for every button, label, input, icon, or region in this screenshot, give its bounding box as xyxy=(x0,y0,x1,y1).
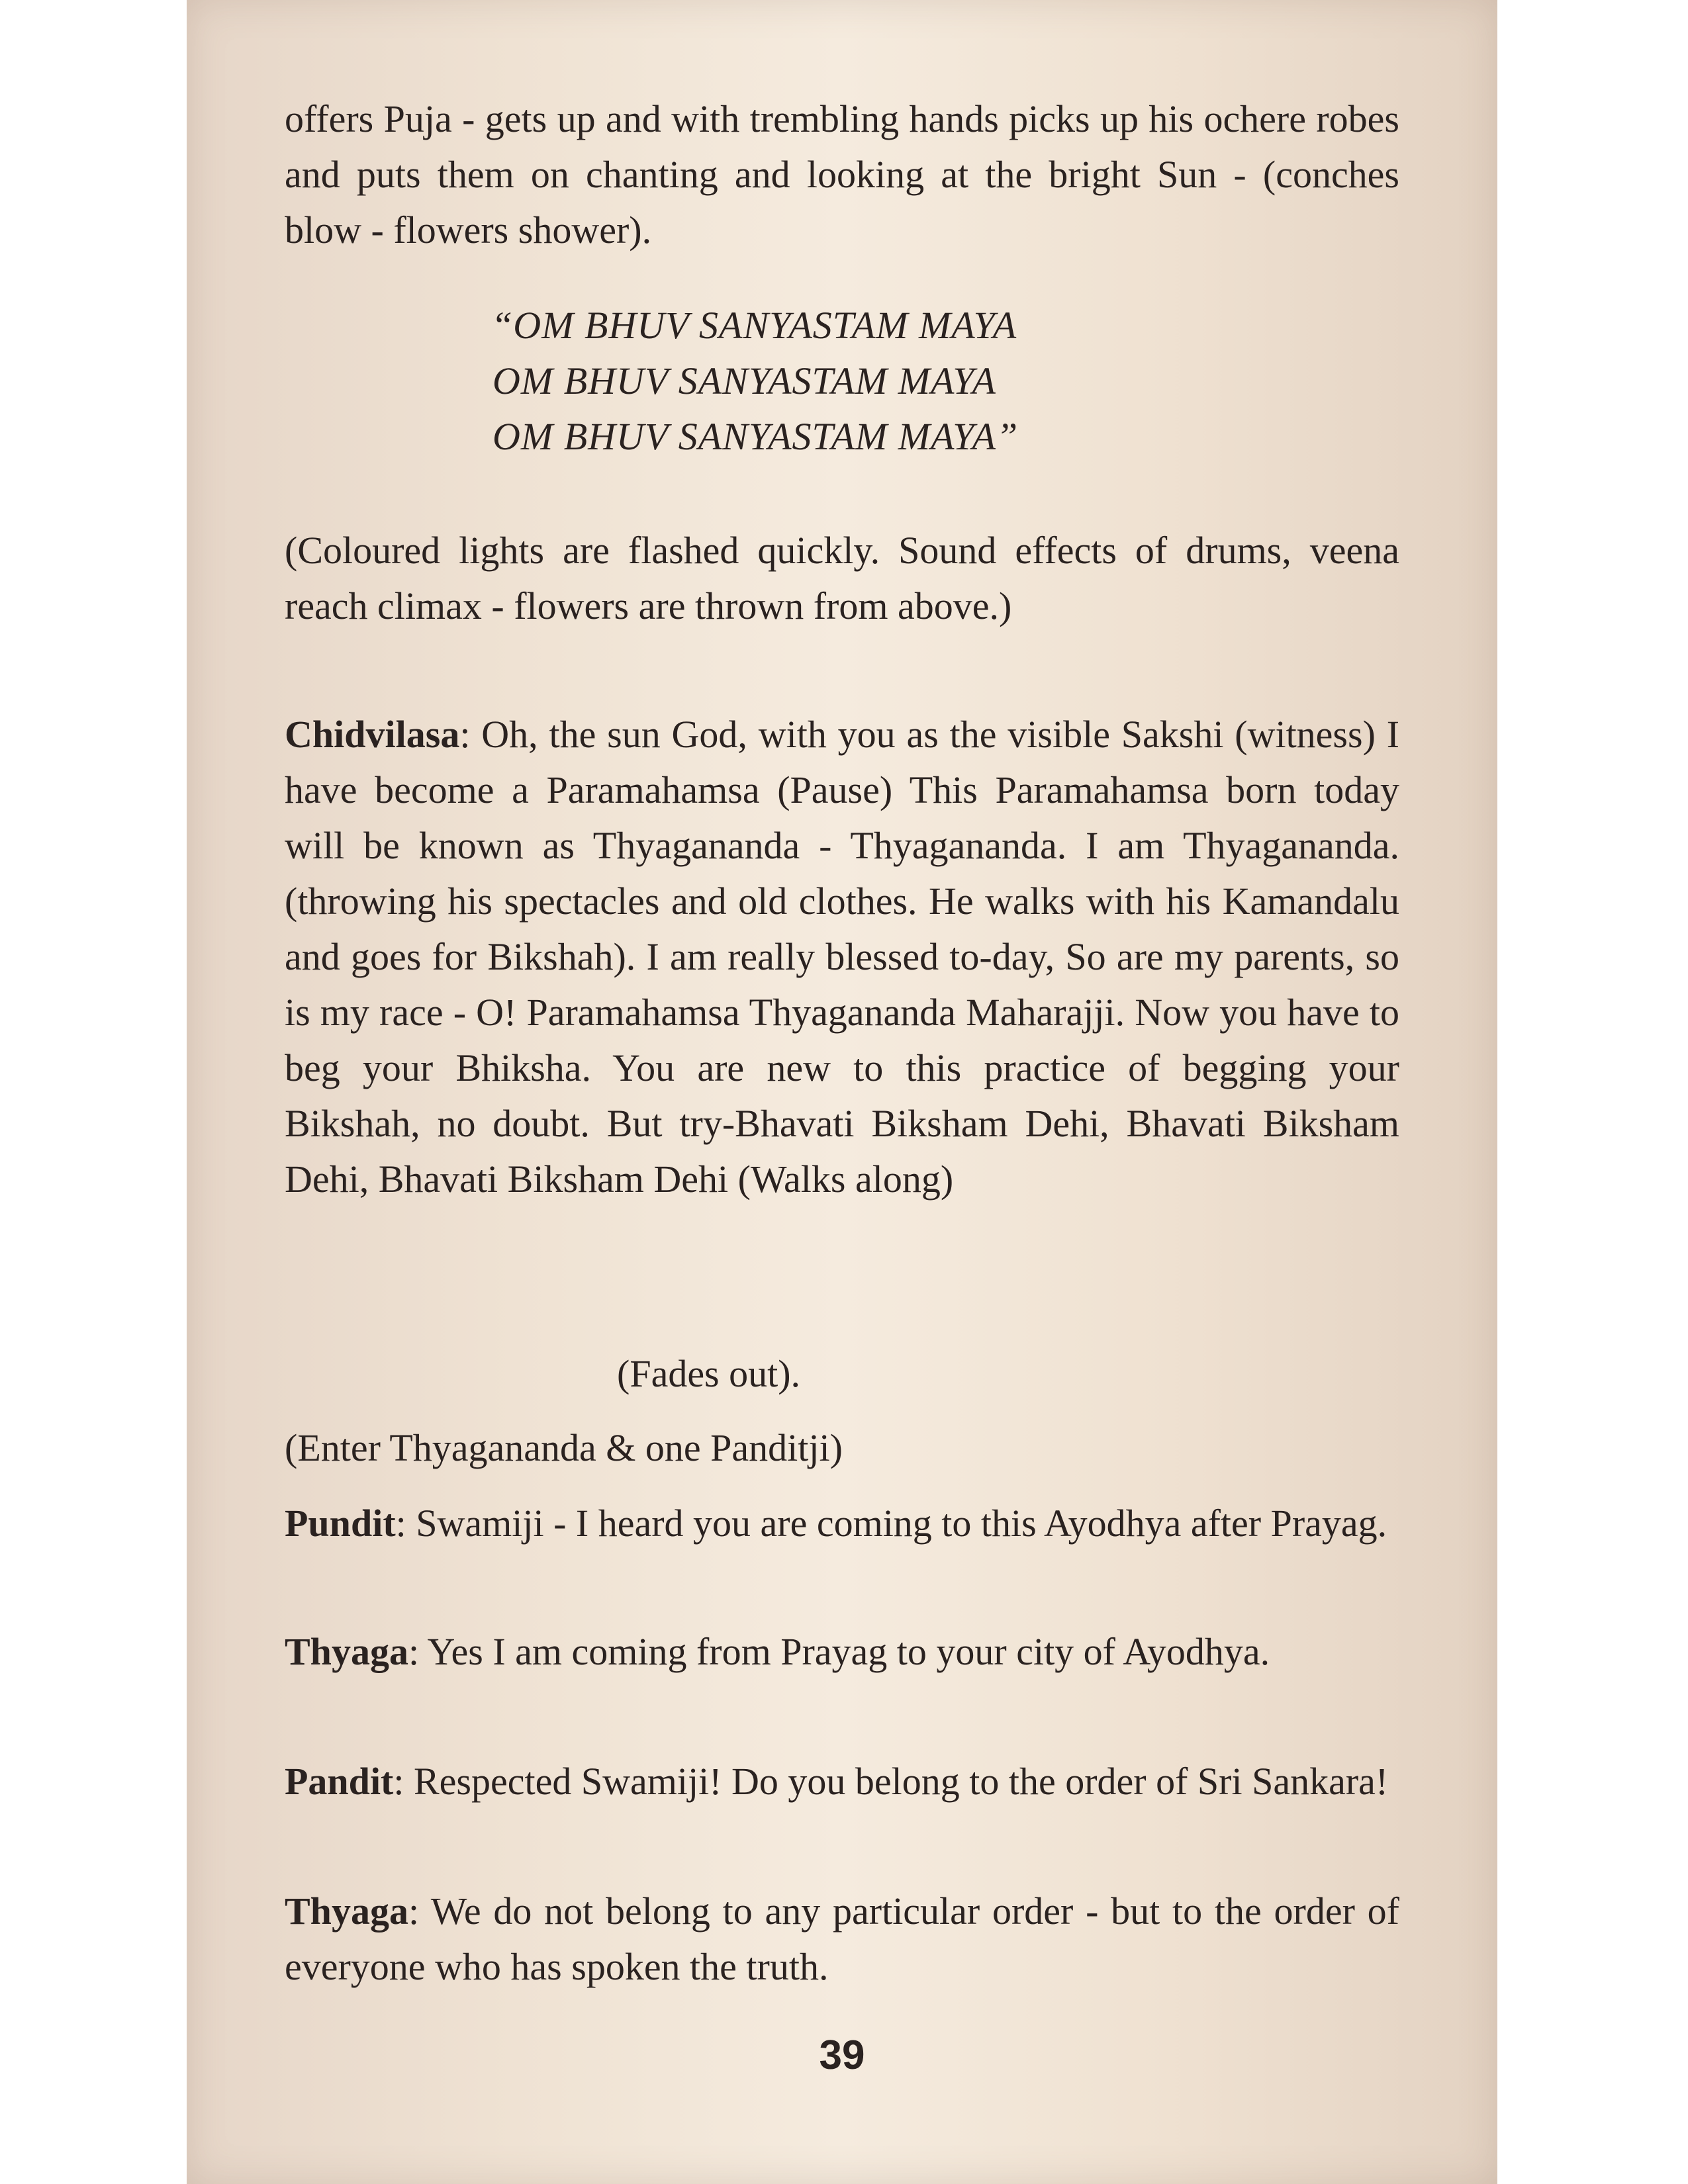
speaker-label: Thyaga xyxy=(285,1889,408,1933)
speaker-label: Pandit xyxy=(285,1760,394,1803)
stage-direction-enter: (Enter Thyagananda & one Panditji) xyxy=(285,1426,843,1469)
dialogue-text: Swamiji - I heard you are coming to this Ayodhya after Prayag. xyxy=(416,1502,1387,1545)
dialogue-thyaga-2: Thyaga: We do not belong to any particular order - but to the order of everyone who has spoken the truth. xyxy=(285,1889,1399,1988)
dialogue-text: Respected Swamiji! Do you belong to the order of Sri Sankara! xyxy=(414,1760,1389,1803)
speaker-label: Pundit xyxy=(285,1502,396,1545)
dialogue-chidvilasa: Chidvilasa: Oh, the sun God, with you as the visible Sakshi (witness) I have become a Paramahamsa (Pause) This Paramahamsa born today will be known as Thyagananda - Thyagananda. I am Thyagananda. (throwing his spectacles and old clothes. He walks with his Kamandalu and goes for Bikshah). I am really blessed to-day, So are my parents, so is my race - O! Paramahamsa Thyagananda Maharajji. Now you have to beg your Bhiksha. You are new to this practice of begging your Bikshah, no doubt. But try-Bhavati Biksham Dehi, Bhavati Biksham Dehi, Bhavati Biksham Dehi (Walks along) xyxy=(285,713,1400,1201)
dialogue-text: We do not belong to any particular order - but to the order of everyone who has spoken the truth. xyxy=(285,1889,1399,1988)
dialogue-pandit: Pandit: Respected Swamiji! Do you belong to the order of Sri Sankara! xyxy=(285,1760,1389,1803)
verse-line-3: OM BHUV SANYASTAM MAYA” xyxy=(492,415,1019,458)
dialogue-thyaga-1: Thyaga: Yes I am coming from Prayag to your city of Ayodhya. xyxy=(285,1630,1270,1673)
dialogue-pundit: Pundit: Swamiji - I heard you are coming to this Ayodhya after Prayag. xyxy=(285,1502,1387,1545)
page-number: 39 xyxy=(819,2032,865,2078)
verse-line-2: OM BHUV SANYASTAM MAYA xyxy=(492,359,996,402)
speaker-label: Thyaga xyxy=(285,1630,408,1673)
fades-out-note: (Fades out). xyxy=(617,1352,801,1395)
chant-verse xyxy=(491,298,1018,465)
stage-direction-lights: (Coloured lights are flashed quickly. Sound effects of drums, veena reach climax - flowers are thrown from above.) xyxy=(285,529,1399,627)
verse-line-1: “OM BHUV SANYASTAM MAYA xyxy=(491,304,1017,347)
dialogue-text: Yes I am coming from Prayag to your city of Ayodhya. xyxy=(427,1630,1270,1673)
dialogue-text: Oh, the sun God, with you as the visible Sakshi (witness) I have become a Paramahamsa (Pause) This Paramahamsa born today will be known as Thyagananda - Thyagananda. I am Thyagananda. (throwing his spectacles and old clothes. He walks with his Kamandalu and goes for Bikshah). I am really blessed to-day, So are my parents, so is my race - O! Paramahamsa Thyagananda Maharajji. Now you have to beg your Bhiksha. You are new to this practice of begging your Bikshah, no doubt. But try-Bhavati Biksham Dehi, Bhavati Biksham Dehi, Bhavati Biksham Dehi (Walks along) xyxy=(285,713,1400,1201)
book-page xyxy=(187,0,1497,2184)
speaker-label: Chidvilasa xyxy=(285,713,460,756)
intro-paragraph: offers Puja - gets up and with trembling hands picks up his ochere robes and puts them on chanting and looking at the bright Sun - (conches blow - flowers shower). xyxy=(285,97,1399,251)
